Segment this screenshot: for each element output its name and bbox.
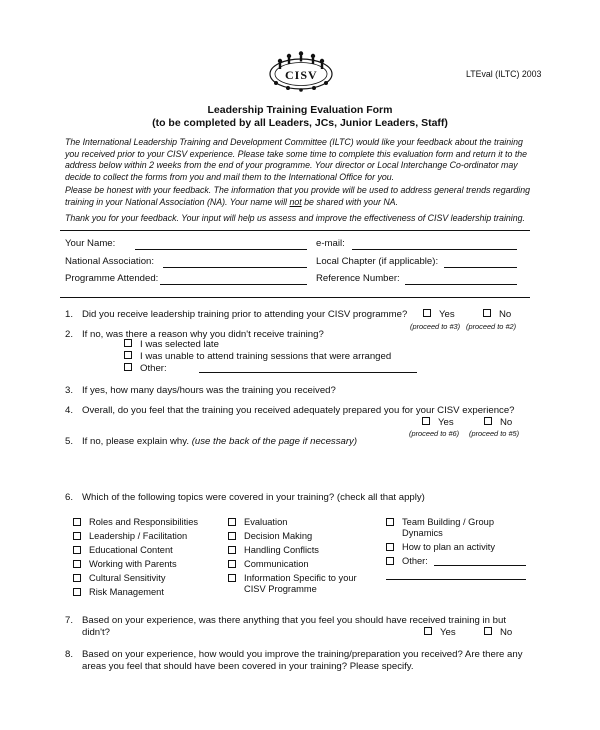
intro-text: be shared with your NA. [301,196,398,207]
topic-label: Team Building / Group [402,517,494,527]
topic-label: Decision Making [244,531,313,541]
reference-number-field[interactable] [405,284,517,285]
question-number: 5. [65,436,74,447]
topic-label: Roles and Responsibilities [89,517,199,527]
topic-risk-management[interactable] [73,587,164,597]
question-number: 7. [65,615,74,626]
option-label: I was unable to attend training sessions that were arranged [140,351,392,362]
topic-label: Risk Management [89,587,164,597]
question-number: 6. [65,492,74,503]
q1-yes-option[interactable] [423,309,455,320]
topic-label: Communication [244,559,309,569]
email-label: e-mail: [316,238,345,249]
option-label: No [499,309,512,320]
topic-handling-conflicts[interactable] [228,545,319,555]
option-label: Yes [438,417,454,428]
form-code: LTEval (ILTC) 2003 [466,69,542,79]
question-number: 2. [65,329,74,340]
checkbox[interactable] [228,546,236,554]
q4-no-note: (proceed to #5) [469,429,520,438]
q1-yes-note: (proceed to #3) [410,322,461,331]
topic-other-field[interactable] [434,565,526,566]
logo-text: CISV [285,68,318,82]
checkbox[interactable] [73,532,81,540]
option-label: Other: [140,363,167,374]
intro-line: Thank you for your feedback. Your input will help us assess and improve the effectiveness of CISV leadership training. [65,213,525,223]
question-text: Based on your experience, how would you improve the training/preparation you received? Are there any [82,649,523,660]
question-7-line2: didn't? [82,627,110,638]
question-6 [65,492,425,503]
topic-label: Educational Content [89,545,173,555]
question-7 [65,615,506,626]
intro-paragraph-3 [65,213,545,225]
q4-yes-note: (proceed to #6) [409,429,460,438]
q7-yes-option[interactable] [424,627,456,638]
q4-yes-option[interactable] [422,417,454,428]
question-text: If no, was there a reason why you didn't receive training? [82,329,324,340]
topic-team-building-line2: Dynamics [402,528,443,538]
topic-plan-activity[interactable] [386,542,495,552]
checkbox[interactable] [386,543,394,551]
checkbox[interactable] [228,518,236,526]
topic-team-building[interactable] [386,517,494,527]
national-association-field[interactable] [163,267,307,268]
checkbox[interactable] [124,363,132,371]
national-association-label: National Association: [65,256,155,267]
local-chapter-label: Local Chapter (if applicable): [316,256,439,267]
question-5 [65,436,357,447]
question-text: Based on your experience, was there anything that you feel you should have received training in but [82,615,506,626]
topic-educational-content[interactable] [73,545,173,555]
question-number: 4. [65,405,74,416]
checkbox[interactable] [228,574,236,582]
q2-option-unable-to-attend[interactable] [124,351,391,362]
topic-label: Working with Parents [89,559,177,569]
programme-attended-label: Programme Attended: [65,273,159,284]
q1-no-option[interactable] [483,309,511,320]
topic-information-specific-line2: CISV Programme [244,584,317,594]
q2-other-field[interactable] [199,372,417,373]
topic-label: Evaluation [244,517,288,527]
checkbox[interactable] [484,627,492,635]
option-label: I was selected late [140,339,219,350]
checkbox[interactable] [422,417,430,425]
checkbox[interactable] [423,309,431,317]
question-4 [65,405,515,416]
topic-communication[interactable] [228,559,309,569]
checkbox[interactable] [386,557,394,565]
checkbox[interactable] [73,546,81,554]
topic-roles-responsibilities[interactable] [73,517,198,527]
option-label: No [500,627,513,638]
question-8-line2: areas you feel that should have been covered in your training? Please specify. [82,661,414,672]
reference-number-label: Reference Number: [316,273,400,284]
question-number: 1. [65,309,74,320]
intro-underlined-not: not [289,196,302,207]
topic-leadership-facilitation[interactable] [73,531,187,541]
question-text: Did you receive leadership training prior to attending your CISV programme? [82,309,408,320]
divider-fields [60,297,530,298]
local-chapter-field[interactable] [444,267,517,268]
intro-paragraph-1 [65,137,545,183]
checkbox[interactable] [228,560,236,568]
topic-working-with-parents[interactable] [73,559,177,569]
intro-line: address below within 2 weeks from the end of your programme. Your director or Local Interchange Co-ordinator may [65,160,518,171]
email-field[interactable] [352,249,517,250]
question-3 [65,385,336,396]
checkbox[interactable] [73,574,81,582]
checkbox[interactable] [124,339,132,347]
topic-label: Information Specific to your [244,573,357,583]
topic-decision-making[interactable] [228,531,312,541]
your-name-label: Your Name: [65,238,116,249]
q4-no-option[interactable] [484,417,512,428]
form-subtitle: (to be completed by all Leaders, JCs, Junior Leaders, Staff) [152,117,448,129]
option-label: No [500,417,513,428]
question-text: Which of the following topics were covered in your training? (check all that apply) [82,492,425,503]
question-number: 3. [65,385,74,396]
intro-line: Please be honest with your feedback. The information that you provide will be used to address general trends regarding [65,185,531,195]
q2-option-selected-late[interactable] [124,339,219,350]
intro-line [65,197,545,209]
intro-line: The International Leadership Training and Development Committee (ILTC) would like your feedback about the training [65,137,523,147]
question-text: If no, please explain why. [82,436,190,447]
checkbox[interactable] [73,588,81,596]
checkbox[interactable] [483,309,491,317]
checkbox[interactable] [386,518,394,526]
question-text: If yes, how many days/hours was the training you received? [82,385,336,396]
divider-top [60,230,530,231]
intro-paragraph-2 [65,185,545,208]
topic-other[interactable] [386,556,428,566]
topic-label: Handling Conflicts [244,545,319,555]
topic-label: Leadership / Facilitation [89,531,188,541]
question-8 [65,649,523,660]
q1-no-note: (proceed to #2) [466,322,517,331]
checkbox[interactable] [73,560,81,568]
topic-label: Cultural Sensitivity [89,573,166,583]
question-1 [65,309,407,320]
form-title: Leadership Training Evaluation Form [207,104,393,116]
checkbox[interactable] [124,351,132,359]
question-text: Overall, do you feel that the training you received adequately prepared you for your CISV experience? [82,405,515,416]
intro-line: decide to collect the forms from you and mail them to the International Office for you. [65,171,395,182]
your-name-field[interactable] [135,249,307,250]
q2-option-other[interactable] [124,363,167,374]
topic-label: How to plan an activity [402,542,496,552]
cisv-logo [268,50,334,92]
question-note: (use the back of the page if necessary) [191,436,358,447]
topic-evaluation[interactable] [228,517,287,527]
intro-text: training in your National Association (NA). Your name will [65,196,290,207]
option-label: Yes [439,309,455,320]
question-number: 8. [65,649,74,660]
checkbox[interactable] [424,627,432,635]
topic-cultural-sensitivity[interactable] [73,573,165,583]
programme-attended-field[interactable] [160,284,307,285]
topic-label: Other: [402,556,428,566]
intro-line: you received prior to your CISV experience. Please take some time to complete this evaluation form and return it to the [65,148,528,159]
checkbox[interactable] [73,518,81,526]
q7-no-option[interactable] [484,627,512,638]
topic-other-field-2[interactable] [386,579,526,580]
checkbox[interactable] [484,417,492,425]
topic-information-specific[interactable] [228,573,357,583]
checkbox[interactable] [228,532,236,540]
option-label: Yes [440,627,456,638]
